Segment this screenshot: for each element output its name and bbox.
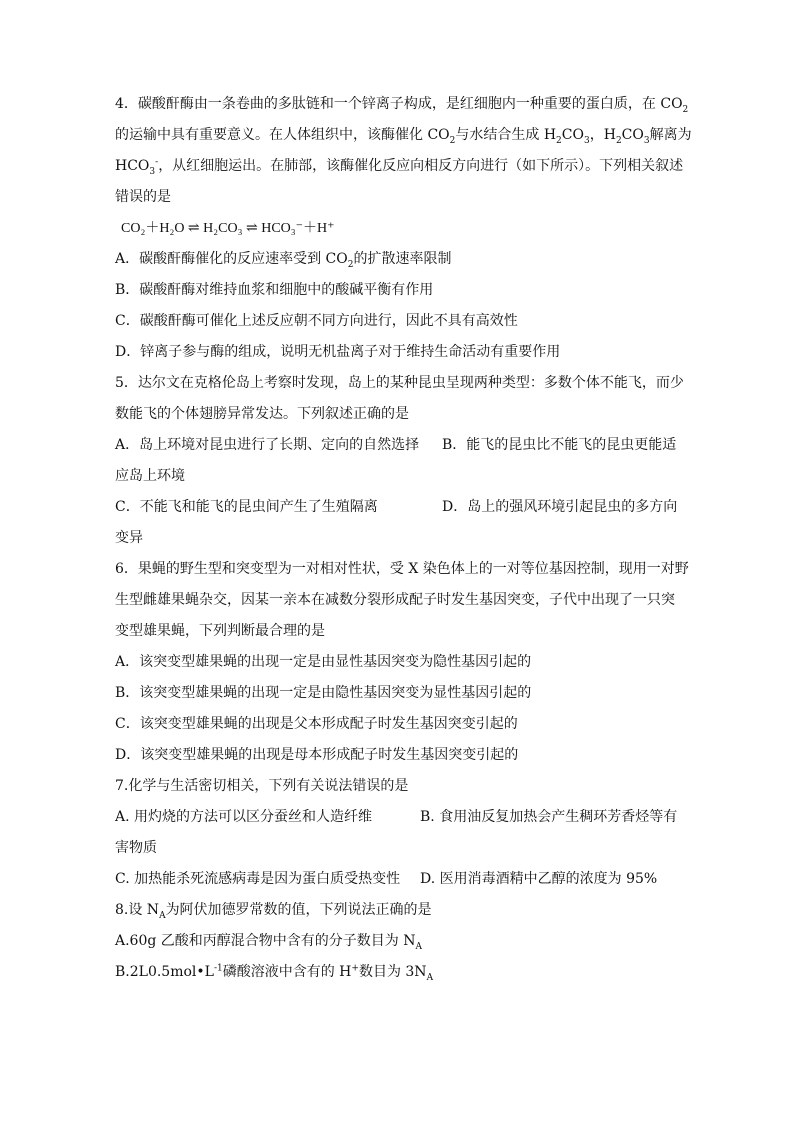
q6-stem-line-2: 生型雌雄果蝇杂交，因某一亲本在减数分裂形成配子时发生基因突变，子代中出现了一只突 <box>115 592 675 608</box>
q4-stem-line-3: $HCO_3^-$，从红细胞运出。在肺部，该酶催化反应向相反方向进行（如下所示）。下列相关叙述 <box>115 157 684 177</box>
q6-option-c: C．该突变型雄果蝇的出现是父本形成配子时发生基因突变引起的 <box>115 716 518 732</box>
q5-option-d: D．岛上的强风环境引起昆虫的多方向 <box>442 499 678 515</box>
q6-stem-line-3: 变型雄果蝇，下列判断最合理的是 <box>115 623 325 639</box>
q4-stem-line-2: 的运输中具有重要意义。在人体组织中，该酶催化 $CO_2$与水结合生成 $H_2CO_3$，$H_2CO_3$解离为 <box>115 127 692 146</box>
q5-option-b-cont: 应岛上环境 <box>115 468 185 484</box>
q5-options-row-1 <box>115 436 690 467</box>
q8-stem: 8.设 $N_A$为阿伏加德罗常数的值，下列说法正确的是 <box>115 902 432 921</box>
q7-option-a: A. 用灼烧的方法可以区分蚕丝和人造纤维 <box>115 809 373 825</box>
q7-option-c: C. 加热能杀死流感病毒是因为蛋白质受热变性 <box>115 871 401 887</box>
q4-option-a: A．碳酸酐酶催化的反应速率受到 $CO_2$的扩散速率限制 <box>115 251 452 270</box>
q8-option-a: A.60g 乙酸和丙醇混合物中含有的分子数目为 $N_A$ <box>115 933 422 952</box>
q7-options-row-2 <box>115 870 690 901</box>
q7-option-b: B. 食用油反复加热会产生稠环芳香烃等有 <box>420 809 678 825</box>
q6-stem-line-1: 6．果蝇的野生型和突变型为一对相对性状，受 X 染色体上的一对等位基因控制，现用一对野 <box>115 561 689 577</box>
q5-stem-line-2: 数能飞的个体翅膀异常发达。下列叙述正确的是 <box>115 406 409 422</box>
q7-options-row-1 <box>115 808 690 839</box>
q5-options-row-2 <box>115 498 690 529</box>
q4-equation: CO₂＋H₂O ⇌ H₂CO₃ ⇌ HCO₃⁻＋H⁺ <box>121 221 335 236</box>
q5-stem-line-1: 5．达尔文在克格伦岛上考察时发现，岛上的某种昆虫呈现两种类型：多数个体不能飞，而少 <box>115 375 684 391</box>
q8-option-b: $B.2L0.5mol•L^{-1}$磷酸溶液中含有的 H+数目为 $3N_A$ <box>115 963 434 983</box>
q4-option-d: D．锌离子参与酶的组成，说明无机盐离子对于维持生命活动有重要作用 <box>115 344 561 360</box>
q4-stem-line-1: 4．碳酸酐酶由一条卷曲的多肽链和一个锌离子构成，是红细胞内一种重要的蛋白质，在 $CO_2$ <box>115 96 689 115</box>
q5-option-c: C．不能飞和能飞的昆虫间产生了生殖隔离 <box>115 499 378 515</box>
q4-option-b: B．碳酸酐酶对维持血浆和细胞中的酸碱平衡有作用 <box>115 282 434 298</box>
q5-option-d-cont: 变异 <box>115 530 143 546</box>
q5-option-a: A．岛上环境对昆虫进行了长期、定向的自然选择 <box>115 437 420 453</box>
q7-option-b-cont: 害物质 <box>115 840 157 856</box>
q6-option-d: D．该突变型雄果蝇的出现是母本形成配子时发生基因突变引起的 <box>115 747 519 763</box>
q6-option-b: B．该突变型雄果蝇的出现一定是由隐性基因突变为显性基因引起的 <box>115 685 532 701</box>
exam-page <box>115 95 690 994</box>
q7-option-d: D. 医用消毒酒精中乙醇的浓度为 95% <box>420 871 658 887</box>
q4-stem-line-4: 错误的是 <box>115 189 171 205</box>
q4-option-c: C．碳酸酐酶可催化上述反应朝不同方向进行，因此不具有高效性 <box>115 313 518 329</box>
q5-option-b: B．能飞的昆虫比不能飞的昆虫更能适 <box>442 437 677 453</box>
q7-stem: 7.化学与生活密切相关，下列有关说法错误的是 <box>115 778 409 794</box>
q6-option-a: A．该突变型雄果蝇的出现一定是由显性基因突变为隐性基因引起的 <box>115 654 532 670</box>
